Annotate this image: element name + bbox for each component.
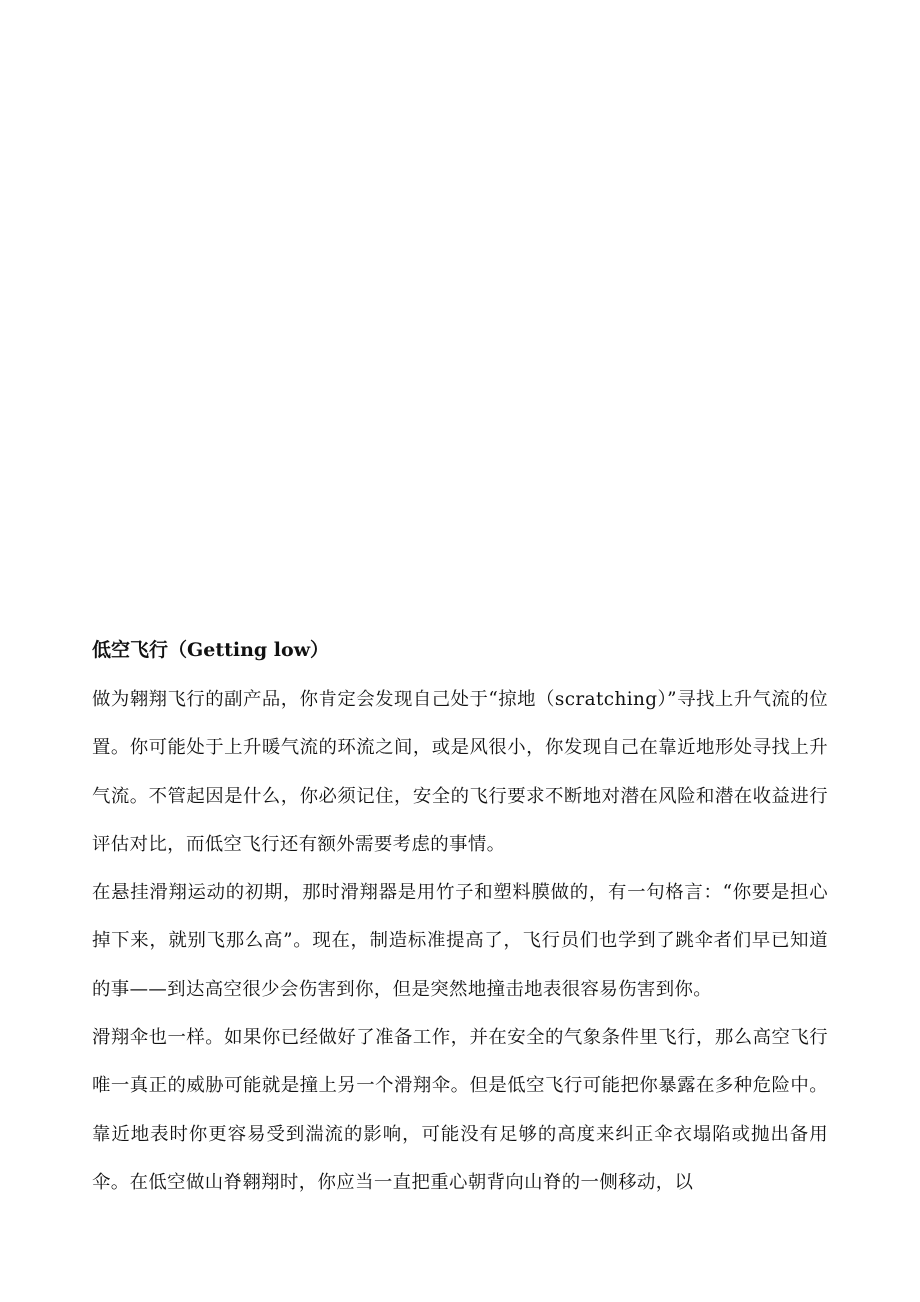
paragraph-1: 做为翱翔飞行的副产品，你肯定会发现自己处于“掠地（scratching）”寻找上升气流的位置。你可能处于上升暖气流的环流之间，或是风很小，你发现自己在靠近地形处寻找上升气流。不管起因是什么，你必须记住，安全的飞行要求不断地对潜在风险和潜在收益进行评估对比，而低空飞行还有额外需要考虑的事情。 — [92, 689, 828, 855]
paragraph-2: 在悬挂滑翔运动的初期，那时滑翔器是用竹子和塑料膜做的，有一句格言：“你要是担心掉下来，就别飞那么高”。现在，制造标准提高了，飞行员们也学到了跳伞者们早已知道的事——到达高空很少会伤害到你，但是突然地撞击地表很容易伤害到你。 — [92, 882, 828, 1000]
section-heading: 低空飞行（Getting low） — [92, 639, 330, 661]
document-body — [92, 628, 828, 1207]
paragraph-3: 滑翔伞也一样。如果你已经做好了准备工作，并在安全的气象条件里飞行，那么高空飞行唯一真正的威胁可能就是撞上另一个滑翔伞。但是低空飞行可能把你暴露在多种危险中。靠近地表时你更容易受到湍流的影响，可能没有足够的高度来纠正伞衣塌陷或抛出备用伞。在低空做山脊翱翔时，你应当一直把重心朝背向山脊的一侧移动，以 — [92, 1027, 828, 1193]
